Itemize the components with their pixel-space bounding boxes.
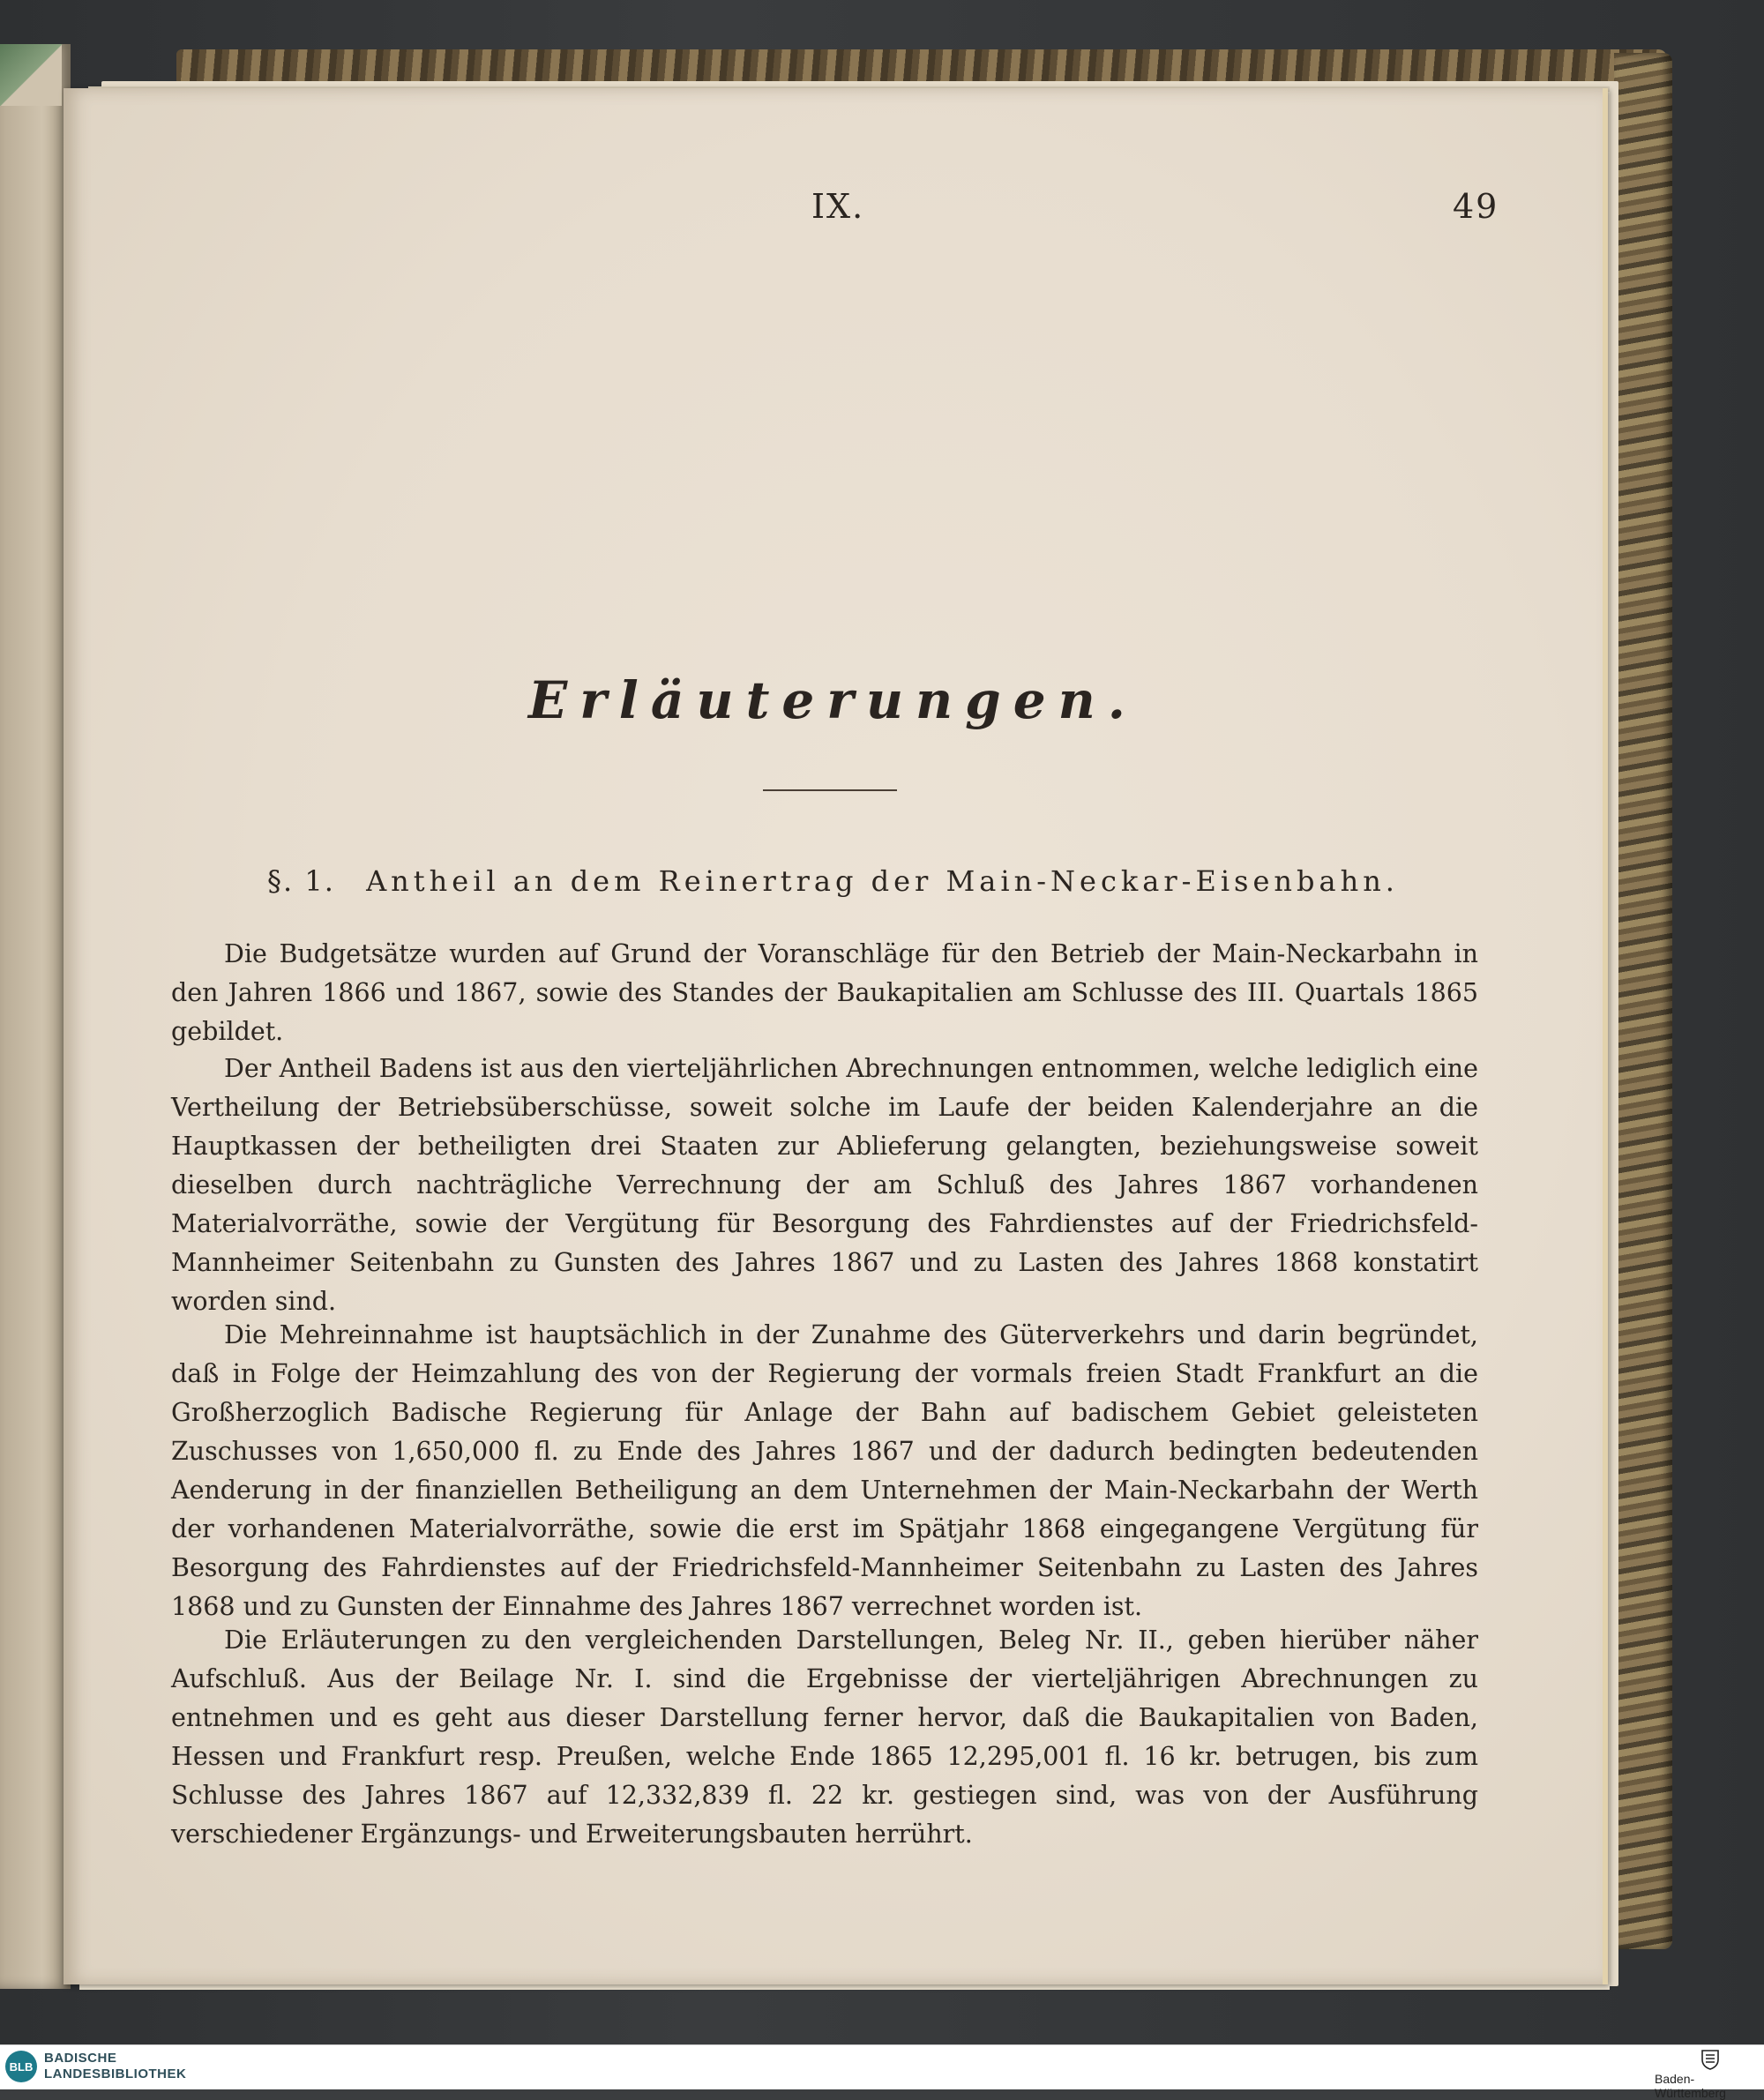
chapter-number: IX. [811,187,865,226]
section-number: §. 1. [267,864,335,898]
paragraph-3: Die Mehreinnahme ist hauptsächlich in der Zunahme des Güterverkehrs und darin begründet, daß in Folge der Heimzahlung des von der Regierung der vormals freien Stadt Frankfurt an die Großherzoglich Badische Regierung für Anlage der Bahn auf badischem Gebiet geleisteten Zuschusses von 1,650,000 fl. zu Ende des Jahres 1867 und der dadurch bedingten bedeutenden Aenderung in der finanziellen Betheiligung an dem Unternehmen der Main-Neckarbahn der Werth der vorhandenen Materialvorräthe, sowie die erst im Spätjahr 1868 eingegangene Vergütung für Besorgung des Fahrdienstes auf der Friedrichsfeld-Mannheimer Seitenbahn zu Lasten des Jahres 1868 und zu Gunsten der Einnahme des Jahres 1867 verrechnet worden ist. [171,1320,1478,1621]
paragraph-4: Die Erläuterungen zu den vergleichenden Darstellungen, Beleg Nr. II., geben hierüber näher Aufschluß. Aus der Beilage Nr. I. sind die Ergebnisse der vierteljährigen Abrechnungen zu entnehmen und es geht aus dieser Darstellung ferner hervor, daß die Baukapitalien von Baden, Hessen und Frankfurt resp. Preußen, welche Ende 1865 12,295,001 fl. 16 kr. betrugen, bis zum Schlusse des Jahres 1867 auf 12,332,839 fl. 22 kr. gestiegen sind, was von der Ausführung verschiedener Ergänzungs- und Erweiterungsbauten herrührt. [171,1625,1478,1849]
book-cover-marbled-edge [1614,53,1672,1949]
viewer-footer [0,2044,1764,2100]
library-name-line2: LANDESBIBLIOTHEK [44,2066,187,2081]
paragraph-2: Der Antheil Badens ist aus den vierteljährlichen Abrechnungen entnommen, welche lediglich eine Vertheilung der Betriebsüberschüsse, soweit solche im Laufe der beiden Kalenderjahre an die Hauptkassen der betheiligten drei Staaten zur Ablieferung gelangten, beziehungsweise soweit dieselben durch nachträgliche Verrechnung der am Schluß des Jahres 1867 vorhandenen Materialvorräthe, sowie der Vergütung für Besorgung des Fahrdienstes auf der Friedrichsfeld-Mannheimer Seitenbahn zu Gunsten des Jahres 1867 und zu Lasten des Jahres 1868 konstatirt worden sind. [171,1054,1478,1316]
section-heading [64,864,1603,898]
book-page [64,88,1608,1984]
section-heading-text: Antheil an dem Reinertrag der Main-Neckar-Eisenbahn. [366,864,1399,898]
library-name-line1: BADISCHE [44,2051,117,2066]
page-title: Erläuterungen. [528,670,1138,730]
marbled-corner [0,44,62,106]
state-label: Baden-Württemberg [1655,2072,1726,2100]
coat-of-arms-icon [1700,2049,1720,2070]
paragraph-1: Die Budgetsätze wurden auf Grund der Voranschläge für den Betrieb der Main-Neckarbahn in den Jahren 1866 und 1867, sowie des Standes der Baukapitalien am Schlusse des III. Quartals 1865 gebildet. [171,939,1478,1046]
title-divider [763,789,897,791]
page-number: 49 [1453,187,1499,226]
library-name [44,2051,186,2082]
blb-logo[interactable]: BLB [5,2051,37,2082]
previous-page-edge [0,44,71,1989]
